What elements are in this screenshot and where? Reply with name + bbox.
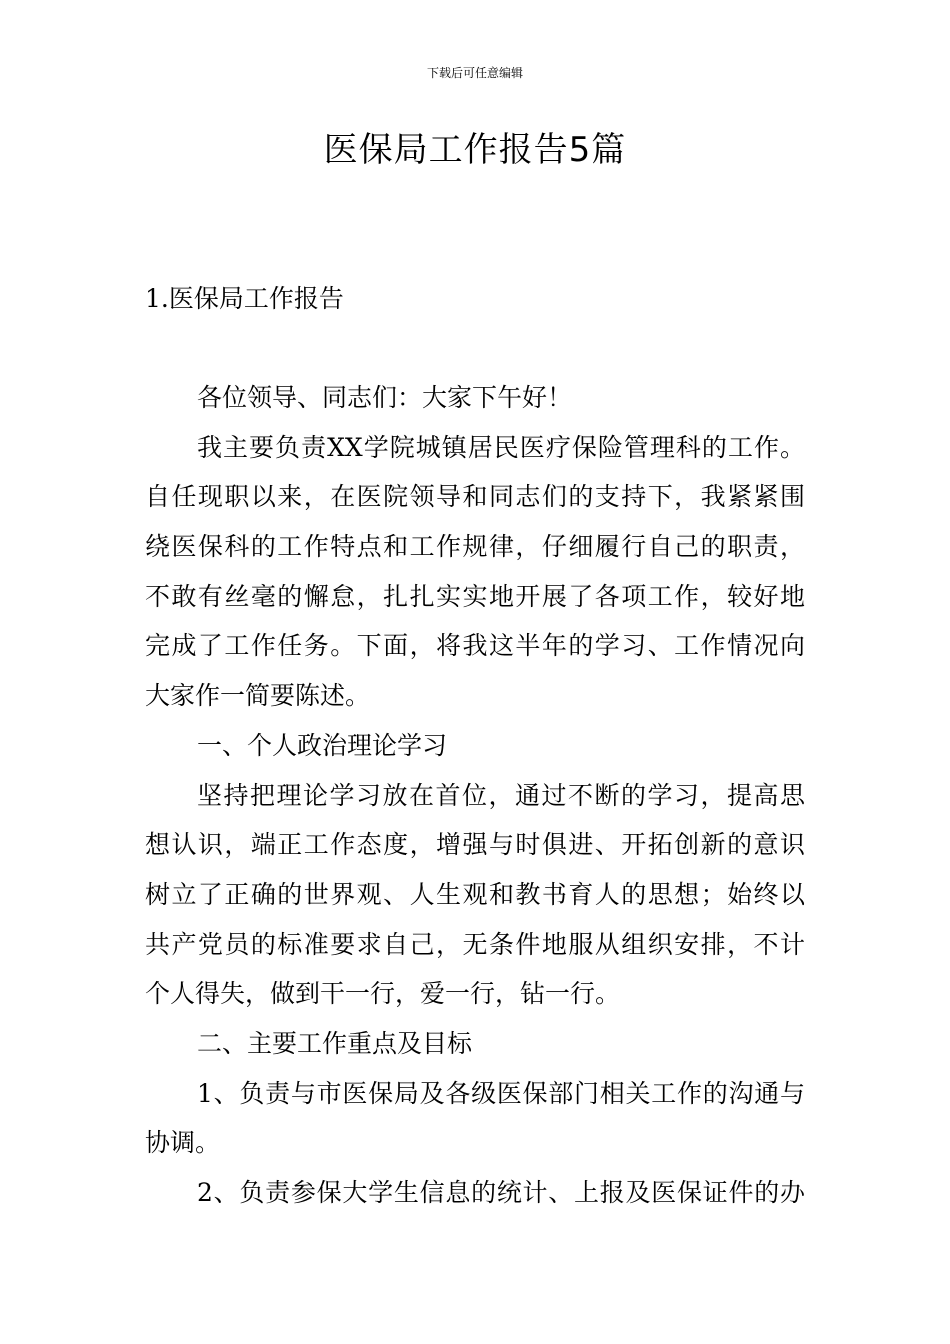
paragraph-line: 完成了工作任务。下面，将我这半年的学习、工作情况向 (145, 631, 805, 661)
paragraph-line: 我主要负责XX学院城镇居民医疗保险管理科的工作。 (197, 432, 805, 462)
paragraph-line: 个人得失，做到干一行，爱一行，钻一行。 (145, 979, 621, 1009)
paragraph-line: 树立了正确的世界观、人生观和教书育人的思想；始终以 (145, 879, 805, 909)
section-heading: 1.医保局工作报告 (145, 284, 344, 313)
document-body (145, 373, 805, 1218)
paragraph-line: 二、主要工作重点及目标 (197, 1028, 473, 1058)
paragraph-line: 绕医保科的工作特点和工作规律，仔细履行自己的职责， (145, 532, 805, 562)
paragraph-line: 一、个人政治理论学习 (197, 730, 448, 760)
paragraph-line: 2、负责参保大学生信息的统计、上报及医保证件的办 (197, 1178, 805, 1207)
paragraph-line: 想认识，端正工作态度，增强与时俱进、开拓创新的意识 (145, 830, 805, 860)
paragraph-line: 协调。 (145, 1128, 221, 1158)
header-note: 下载后可任意编辑 (426, 66, 523, 80)
paragraph-line: 各位领导、同志们：大家下午好！ (197, 383, 573, 412)
paragraph-line: 坚持把理论学习放在首位，通过不断的学习，提高思 (197, 780, 805, 810)
paragraph-line: 自任现职以来，在医院领导和同志们的支持下，我紧紧围 (145, 482, 805, 512)
paragraph-line: 共产党员的标准要求自己，无条件地服从组织安排，不计 (145, 929, 805, 959)
document-title: 医保局工作报告5篇 (323, 130, 627, 170)
paragraph-line: 1、负责与市医保局及各级医保部门相关工作的沟通与 (197, 1078, 805, 1108)
paragraph-line: 不敢有丝毫的懈怠，扎扎实实地开展了各项工作，较好地 (145, 581, 805, 611)
paragraph-line: 大家作一简要陈述。 (145, 681, 371, 711)
